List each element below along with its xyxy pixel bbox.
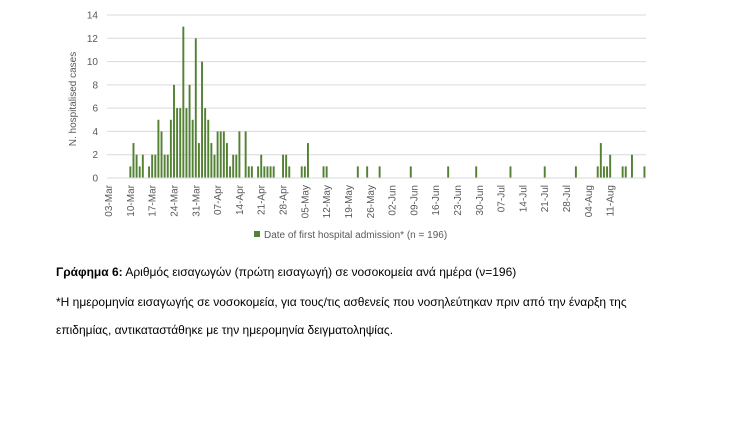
x-tick-label: 28-Jul	[562, 185, 574, 213]
x-tick-label: 04-Aug	[583, 185, 595, 218]
bar	[176, 108, 178, 178]
footnote-line-2: επιδημίας, αντικαταστάθηκε με την ημερομηνία δειγματοληψίας.	[56, 323, 394, 337]
bar	[232, 155, 234, 178]
x-tick-label: 23-Jun	[453, 185, 465, 216]
bar	[410, 166, 412, 178]
y-axis-ticks	[87, 11, 99, 185]
y-tick-label: 12	[86, 33, 98, 45]
bar	[201, 62, 203, 178]
bar	[220, 131, 222, 178]
figure-caption-text: Αριθμός εισαγωγών (πρώτη εισαγωγή) σε νοσοκομεία ανά ημέρα (ν=196)	[122, 265, 517, 279]
footnote-line-1: *Η ημερομηνία εισαγωγής σε νοσοκομεία, για τους/τις ασθενείς που νοσηλεύτηκαν πριν από την έναρξη της	[56, 295, 627, 309]
x-tick-label: 31-Mar	[191, 185, 203, 217]
x-tick-label: 19-May	[343, 185, 355, 219]
y-tick-label: 8	[92, 80, 98, 92]
bar	[164, 155, 166, 178]
bar	[447, 166, 449, 178]
bar	[600, 143, 602, 178]
legend	[254, 230, 447, 241]
bar	[622, 166, 624, 178]
bar	[207, 120, 209, 178]
bar	[631, 155, 633, 178]
bar	[182, 27, 184, 178]
x-axis-ticks	[104, 184, 617, 218]
x-tick-label: 14-Jul	[518, 185, 530, 213]
legend-label: Date of first hospital admission* (n = 196)	[264, 230, 448, 241]
bar	[245, 131, 247, 178]
bar	[575, 166, 577, 178]
bar	[173, 85, 175, 178]
bar	[170, 120, 172, 178]
x-tick-label: 12-May	[322, 185, 334, 219]
bar	[285, 155, 287, 178]
bar	[357, 166, 359, 178]
bar	[270, 166, 272, 178]
x-tick-label: 05-May	[300, 185, 312, 219]
bars	[129, 27, 645, 178]
bar	[161, 131, 163, 178]
bar	[603, 166, 605, 178]
bar	[326, 166, 328, 178]
bar	[544, 166, 546, 178]
bar	[136, 155, 138, 178]
bar	[223, 131, 225, 178]
x-tick-label: 02-Jun	[387, 185, 399, 216]
x-tick-label: 17-Mar	[147, 185, 159, 217]
bar	[235, 155, 237, 178]
x-tick-label: 26-May	[365, 185, 377, 219]
bar	[475, 166, 477, 178]
y-tick-label: 2	[92, 150, 98, 162]
bar	[609, 155, 611, 178]
bar	[625, 166, 627, 178]
bar	[142, 155, 144, 178]
y-tick-label: 6	[92, 103, 98, 115]
bar	[179, 108, 181, 178]
gridlines	[107, 15, 646, 178]
y-axis-label: N. hospitalised cases	[68, 51, 79, 147]
x-tick-label: 24-Mar	[169, 185, 181, 217]
bar	[257, 166, 259, 178]
bar	[151, 155, 153, 178]
bar	[192, 120, 194, 178]
x-tick-label: 30-Jun	[474, 185, 486, 216]
bar	[139, 166, 141, 178]
bar	[304, 166, 306, 178]
bar	[288, 166, 290, 178]
bar	[167, 155, 169, 178]
bar	[643, 166, 645, 178]
x-tick-label: 14-Apr	[234, 185, 246, 216]
bar	[204, 108, 206, 178]
bar	[379, 166, 381, 178]
bar	[266, 166, 268, 178]
bar	[129, 166, 131, 178]
bar	[229, 166, 231, 178]
x-tick-label: 16-Jun	[431, 185, 443, 216]
bar	[248, 166, 250, 178]
bar	[185, 108, 187, 178]
figure-caption	[56, 264, 716, 280]
bar	[260, 155, 262, 178]
x-tick-label: 03-Mar	[104, 185, 116, 217]
bar	[251, 166, 253, 178]
bar	[133, 143, 135, 178]
bar	[597, 166, 599, 178]
bar	[226, 143, 228, 178]
bar	[301, 166, 303, 178]
figure-caption-label: Γράφημα 6:	[56, 265, 123, 279]
x-tick-label: 10-Mar	[125, 185, 137, 217]
bar	[282, 155, 284, 178]
bar	[198, 143, 200, 178]
x-tick-label: 21-Apr	[256, 185, 268, 216]
x-tick-label: 09-Jun	[409, 185, 421, 216]
bar	[154, 155, 156, 178]
bar	[273, 166, 275, 178]
y-tick-label: 0	[92, 173, 98, 185]
bar	[263, 166, 265, 178]
y-tick-label: 14	[86, 10, 98, 22]
x-tick-label: 28-Apr	[278, 185, 290, 216]
x-tick-label: 21-Jul	[540, 185, 552, 213]
bar	[157, 120, 159, 178]
x-tick-label: 07-Apr	[213, 185, 225, 216]
bar	[195, 38, 197, 178]
legend-swatch	[254, 231, 260, 237]
bar	[510, 166, 512, 178]
y-tick-label: 10	[86, 57, 98, 69]
x-tick-label: 07-Jul	[496, 185, 508, 213]
bar	[606, 166, 608, 178]
x-tick-label: 11-Aug	[605, 185, 617, 217]
bar	[217, 131, 219, 178]
bar	[210, 143, 212, 178]
y-tick-label: 4	[92, 126, 98, 138]
bar	[307, 143, 309, 178]
bar	[214, 155, 216, 178]
bar	[148, 166, 150, 178]
bar	[238, 131, 240, 178]
bar	[323, 166, 325, 178]
bar	[189, 85, 191, 178]
bar	[366, 166, 368, 178]
